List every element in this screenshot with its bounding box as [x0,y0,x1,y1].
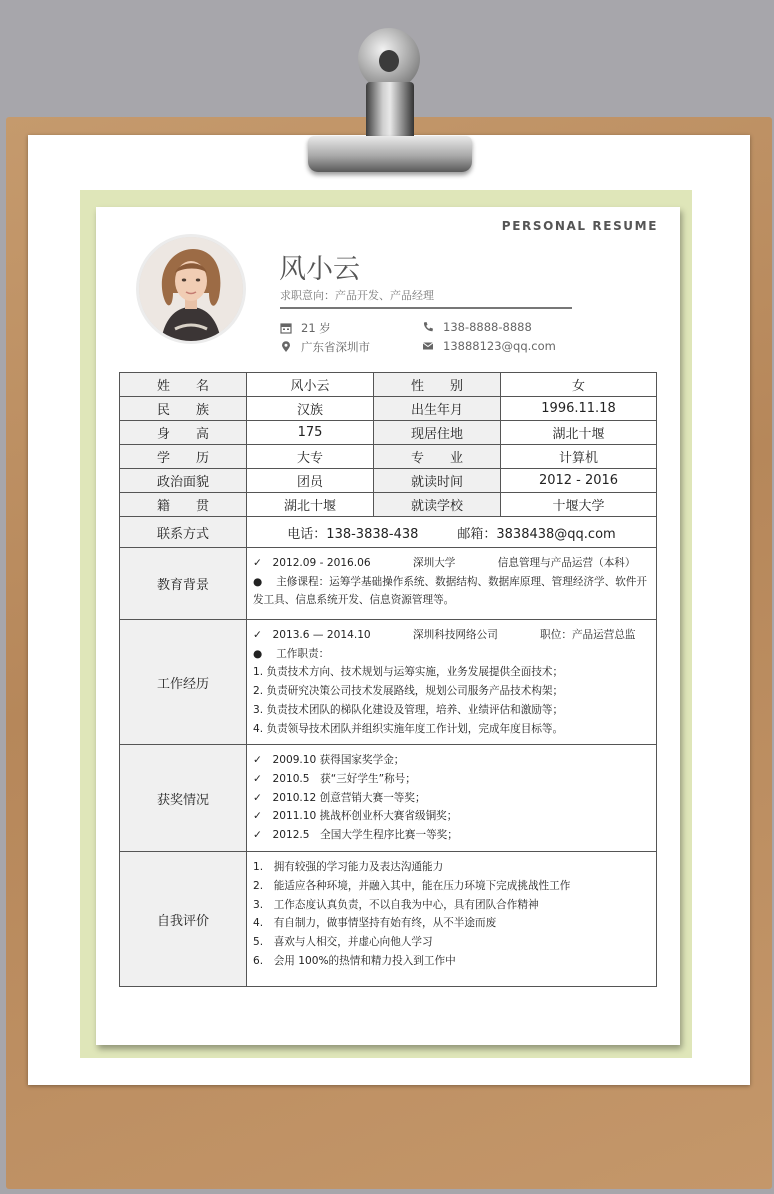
list-item: 3. 工作态度认真负责，不以自我为中心，具有团队合作精神 [253,898,539,911]
location-text: 广东省深圳市 [301,340,370,354]
list-item: ✓ 2012.5 全国大学生程序比赛一等奖； [253,829,458,842]
clip-base [308,136,472,172]
location-pin-icon [280,341,292,353]
avatar [136,234,246,344]
email-text: 13888123@qq.com [443,339,556,353]
field-value: 2012 - 2016 [501,469,657,493]
field-label: 就读时间 [374,469,501,493]
awards-content [247,745,657,852]
education-content [247,548,657,620]
work-label: 工作经历 [120,620,247,745]
self-eval-label: 自我评价 [120,852,247,987]
binder-clip [300,22,480,178]
education-row [120,548,657,620]
resume-table [119,372,657,987]
field-value: 女 [501,373,657,397]
job-intent: 求职意向：产品开发、产品经理 [280,289,434,302]
avatar-portrait-icon [139,237,243,341]
basic-info-row [120,445,657,469]
field-label: 现居住地 [374,421,501,445]
tagline: PERSONAL RESUME [501,219,658,233]
age-text: 21 岁 [301,321,331,335]
field-value: 十堰大学 [501,493,657,517]
phone-icon [422,321,434,333]
list-item: ✓ 2010.5 获“三好学生”称号； [253,772,416,785]
field-label: 身 高 [120,421,247,445]
list-item: 6. 会用 100%的热情和精力投入到工作中 [253,954,456,967]
work-row [120,620,657,745]
field-value: 湖北十堰 [501,421,657,445]
field-label: 学 历 [120,445,247,469]
awards-label: 获奖情况 [120,745,247,852]
field-label: 姓 名 [120,373,247,397]
list-item: 1. 拥有较强的学习能力及表达沟通能力 [253,861,444,874]
awards-row [120,745,657,852]
education-label: 教育背景 [120,548,247,620]
calendar-icon [280,322,292,334]
field-value: 1996.11.18 [501,397,657,421]
list-item: 2. 能适应各种环境，并融入其中，能在压力环境下完成挑战性工作 [253,879,571,892]
list-item: 5. 喜欢与人相交，并虚心向他人学习 [253,936,433,949]
self-eval-row [120,852,657,987]
work-content [247,620,657,745]
field-value: 175 [247,421,374,445]
basic-info-row [120,493,657,517]
basic-info-body [120,373,657,517]
phone-text: 138-8888-8888 [443,320,532,334]
contact-value: 电话：138-3838-438 邮箱：3838438@qq.com [247,517,657,548]
basic-info-row [120,373,657,397]
basic-info-row [120,421,657,445]
phone-info [422,320,532,334]
field-value: 风小云 [247,373,374,397]
list-item: 3. 负责技术团队的梯队化建设及管理，培养、业绩评估和激励等； [253,703,564,716]
list-item: ✓ 2009.10 获得国家奖学金； [253,754,405,767]
self-eval-content [247,852,657,987]
field-value: 大专 [247,445,374,469]
field-label: 性 别 [374,373,501,397]
field-label: 专 业 [374,445,501,469]
list-item: 1. 负责技术方向、技术规划与运筹实施，业务发展提供全面技术； [253,666,564,679]
field-value: 计算机 [501,445,657,469]
field-label: 政治面貌 [120,469,247,493]
mail-icon [422,340,434,352]
basic-info-row [120,469,657,493]
list-item: 4. 有自制力，做事情坚持有始有终，从不半途而废 [253,917,497,930]
list-item: ✓ 2013.6 — 2014.10 深圳科技网络公司 职位：产品运营总监 [253,629,636,641]
list-item: 4. 负责领导技术团队并组织实施年度工作计划，完成年度目标等。 [253,722,564,735]
field-label: 出生年月 [374,397,501,421]
candidate-name: 风小云 [279,254,360,285]
list-item: ✓ 2012.09 - 2016.06 深圳大学 信息管理与产品运营（本科） [253,557,636,569]
location-info [280,339,370,355]
contact-label: 联系方式 [120,517,247,548]
email-info [422,339,556,353]
contact-row [120,517,657,548]
field-value: 团员 [247,469,374,493]
header-divider [280,307,572,309]
list-item: ● 主修课程：运筹学基础操作系统、数据结构、数据库原理、管理经济学、软件开发工具、信息系统开发、信息资源管理等。 [253,575,647,607]
list-item: ✓ 2011.10 挑战杯创业杯大赛省级铜奖； [253,810,458,823]
field-label: 民 族 [120,397,247,421]
field-value: 湖北十堰 [247,493,374,517]
field-label: 就读学校 [374,493,501,517]
age-info [280,320,331,336]
list-item: 2. 负责研究决策公司技术发展路线，规划公司服务产品技术构架； [253,685,564,698]
field-value: 汉族 [247,397,374,421]
list-item: ✓ 2010.12 创意营销大赛一等奖； [253,791,426,804]
field-label: 籍 贯 [120,493,247,517]
list-item: ● 工作职责： [253,647,330,660]
clip-hole [379,50,399,72]
basic-info-row [120,397,657,421]
resume-sheet [96,207,680,1045]
